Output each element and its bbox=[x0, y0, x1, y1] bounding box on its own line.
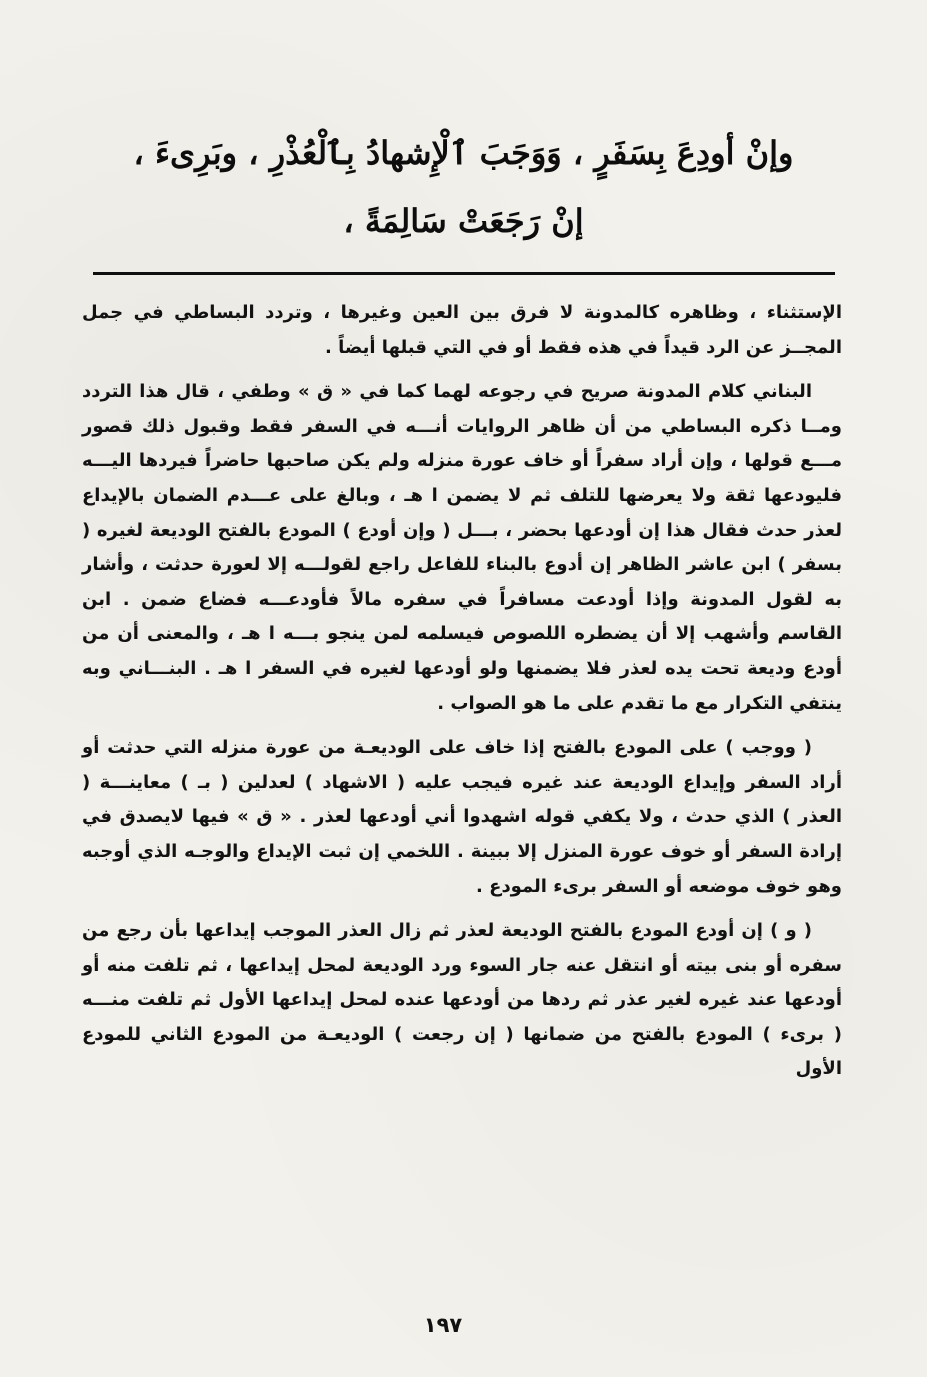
paragraph-4: ( و ) إن أودع المودع بالفتح الوديعة لعذر ثم زال العذر الموجب إيداعها بأن رجع من سفره أو بنى بيته أو انتقل عنه جار السوء ورد الوديعة لمحل إيداعها ، ثم تلفت منه أو أودعها عند غيره لغير عذر ثم ردها من أودعها عنده لمحل إيداعها الأول ثم تلفت منـــه ( برىء ) المودع بالفتح من ضمانها ( إن رجعت ) الوديعـة من المودع الثاني للمودع الأول bbox=[82, 920, 842, 1080]
commentary-body bbox=[82, 296, 842, 1097]
paragraph-3: ( ووجب ) على المودع بالفتح إذا خاف على الوديعـة من عورة منزله التي حدثت أو أراد السفر وإيداع الوديعة عند غيره فيجب عليه ( الاشهاد ) لعدلين ( بـ ) معاينـــة ( العذر ) الذي حدث ، ولا يكفي قوله اشهدوا أني أودعها لعذر . « ق » فيها لايصدق في إرادة السفر أو خوف عورة المنزل إلا ببينة . اللخمي إن ثبت الإيداع والوجـه الذي أوجبه وهو خوف موضعه أو السفر برىء المودع . bbox=[82, 737, 842, 897]
heading-line-2: إنْ رَجَعَتْ سَالِمَةً ، bbox=[343, 202, 584, 240]
paragraph-2: البناني كلام المدونة صريح في رجوعه لهما كما في « ق » وطفي ، قال هذا التردد ومــا ذكره البساطي من أن ظاهر الروايات أنـــه في السفر فقط وقبول ذلك قصور مـــع قولها ، وإن أراد سفراً أو خاف عورة منزله ولم يكن صاحبها حاضراً فيردها اليـــه فليودعها ثقة ولا يعرضها للتلف ثم لا يضمن ا هـ ، وبالغ على عـــدم الضمان بالإيداع لعذر حدث فقال هذا إن أودعها بحضر ، بـــل ( وإن أودع ) المودع بالفتح الوديعة لغيره ( بسفر ) ابن عاشر الظاهر إن أدوع بالبناء للفاعل راجع لقولـــه إلا لعورة حدثت ، وأشار به لقول المدونة وإذا أودعت مسافراً في سفره مالاً فأودعـــه فضاع ضمن . ابن القاسم وأشهب إلا أن يضطره اللصوص فيسلمه لمن ينجو بـــه ا هـ ، والمعنى أن من أودع وديعة تحت يده لعذر فلا يضمنها ولو أودعها لغيره في السفر ا هـ . البنـــاني وبه ينتفي التكرار مع ما تقدم على ما هو الصواب . bbox=[82, 381, 842, 714]
page-number: ١٩٧ bbox=[423, 1313, 463, 1337]
heading-line-1: وإنْ أودِعَ بِسَفَرٍ ، وَوَجَبَ ٱلْإِشهادُ بِٱلْعُذْرِ ، وبَرِىءَ ، bbox=[133, 134, 794, 172]
heading-divider bbox=[93, 272, 835, 275]
paragraph-1: الإستثناء ، وظاهره كالمدونة لا فرق بين العين وغيرها ، وتردد البساطي في جمل المجــز عن الرد قيداً في هذه فقط أو في التي قبلها أيضاً . bbox=[82, 302, 842, 358]
